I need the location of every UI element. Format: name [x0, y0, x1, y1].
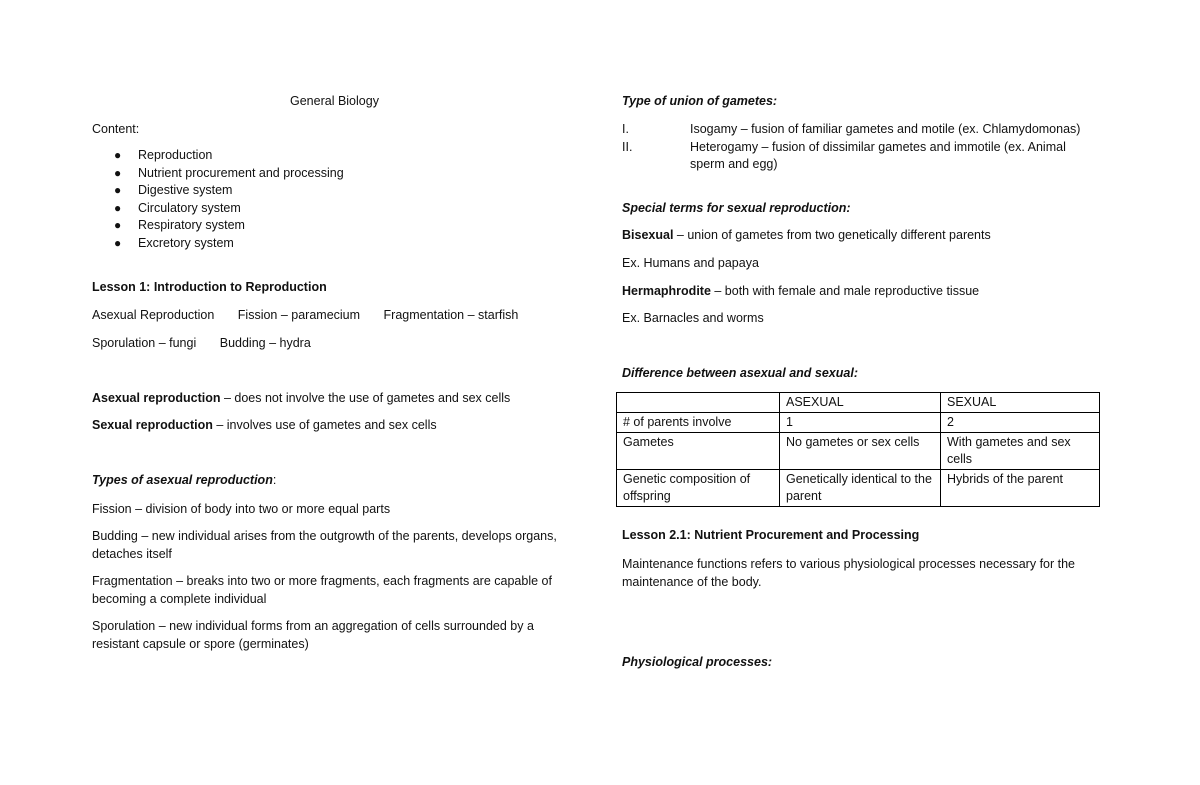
list-item: ● Excretory system: [92, 235, 344, 253]
physiological-heading: Physiological processes:: [622, 655, 773, 669]
table-cell: SEXUAL: [941, 393, 1100, 413]
list-item: ● Reproduction: [92, 147, 344, 165]
lesson1-heading: Lesson 1: Introduction to Reproduction: [92, 280, 327, 294]
bullet-icon: ●: [114, 148, 122, 162]
list-item: II. Heterogamy – fusion of dissimilar gametes and immotile (ex. Animal sperm and egg): [622, 139, 1066, 171]
list-item: ● Digestive system: [92, 182, 344, 200]
example-text: Sporulation – fungi: [92, 336, 197, 350]
bullet-icon: ●: [114, 200, 122, 215]
types-heading: Types of asexual reproduction:: [92, 473, 277, 487]
bisexual-definition: Bisexual – union of gametes from two genetically different parents: [622, 228, 991, 242]
type-fission: Fission – division of body into two or more equal parts: [92, 502, 391, 516]
hermaphrodite-definition: Hermaphrodite – both with female and male reproductive tissue: [622, 284, 980, 298]
lesson1-examples-row2: [92, 336, 331, 350]
content-label: Content:: [92, 122, 140, 136]
table-cell: With gametes and sex cells: [941, 433, 1100, 470]
list-item: I. Isogamy – fusion of familiar gametes and motile (ex. Chlamydomonas): [622, 122, 1081, 136]
table-row: [617, 413, 1100, 433]
type-budding: Budding – new individual arises from the outgrowth of the parents, develops organs, detaches itself: [92, 529, 557, 561]
table-cell: 2: [941, 413, 1100, 433]
special-heading: Special terms for sexual reproduction:: [622, 201, 851, 215]
type-fragmentation: Fragmentation – breaks into two or more fragments, each fragments are capable of becoming a complete individual: [92, 574, 552, 606]
bisexual-example: Ex. Humans and papaya: [622, 256, 759, 270]
table-cell: ASEXUAL: [780, 393, 941, 413]
table-cell: Gametes: [617, 433, 780, 470]
document-title: General Biology: [290, 94, 379, 108]
table-row: [617, 470, 1100, 507]
lesson21-heading: Lesson 2.1: Nutrient Procurement and Processing: [622, 528, 920, 542]
comparison-table: [616, 392, 1100, 507]
union-list: [622, 121, 1098, 174]
hermaphrodite-example: Ex. Barnacles and worms: [622, 311, 764, 325]
bullet-icon: ●: [114, 218, 122, 232]
type-sporulation: Sporulation – new individual forms from an aggregation of cells surrounded by a resistant capsule or spore (germinates): [92, 619, 534, 651]
maintenance-paragraph: Maintenance functions refers to various physiological processes necessary for the maintenance of the body.: [622, 557, 1076, 589]
bullet-icon: ●: [114, 235, 122, 250]
list-item: ● Respiratory system: [92, 217, 344, 235]
example-text: Asexual Reproduction: [92, 308, 215, 322]
list-item: ● Nutrient procurement and processing: [92, 165, 344, 183]
table-header-row: [617, 393, 1100, 413]
bullet-icon: ●: [114, 183, 122, 197]
table-row: [617, 433, 1100, 470]
content-list: [92, 147, 344, 252]
example-text: Budding – hydra: [219, 336, 311, 350]
difference-heading: Difference between asexual and sexual:: [622, 366, 858, 380]
table-cell: Genetic composition of offspring: [617, 470, 780, 507]
list-item: ● Circulatory system: [92, 200, 344, 218]
lesson1-examples-row1: [92, 308, 538, 322]
table-cell: # of parents involve: [617, 413, 780, 433]
table-cell: [617, 393, 780, 413]
table-cell: Genetically identical to the parent: [780, 470, 941, 507]
example-text: Fission – paramecium: [237, 308, 361, 322]
table-cell: 1: [780, 413, 941, 433]
union-heading: Type of union of gametes:: [622, 94, 778, 108]
example-text: Fragmentation – starfish: [383, 308, 519, 322]
table-cell: Hybrids of the parent: [941, 470, 1100, 507]
sexual-definition: Sexual reproduction – involves use of gametes and sex cells: [92, 418, 437, 432]
bullet-icon: ●: [114, 165, 122, 180]
table-cell: No gametes or sex cells: [780, 433, 941, 470]
asexual-definition: Asexual reproduction – does not involve the use of gametes and sex cells: [92, 391, 511, 405]
